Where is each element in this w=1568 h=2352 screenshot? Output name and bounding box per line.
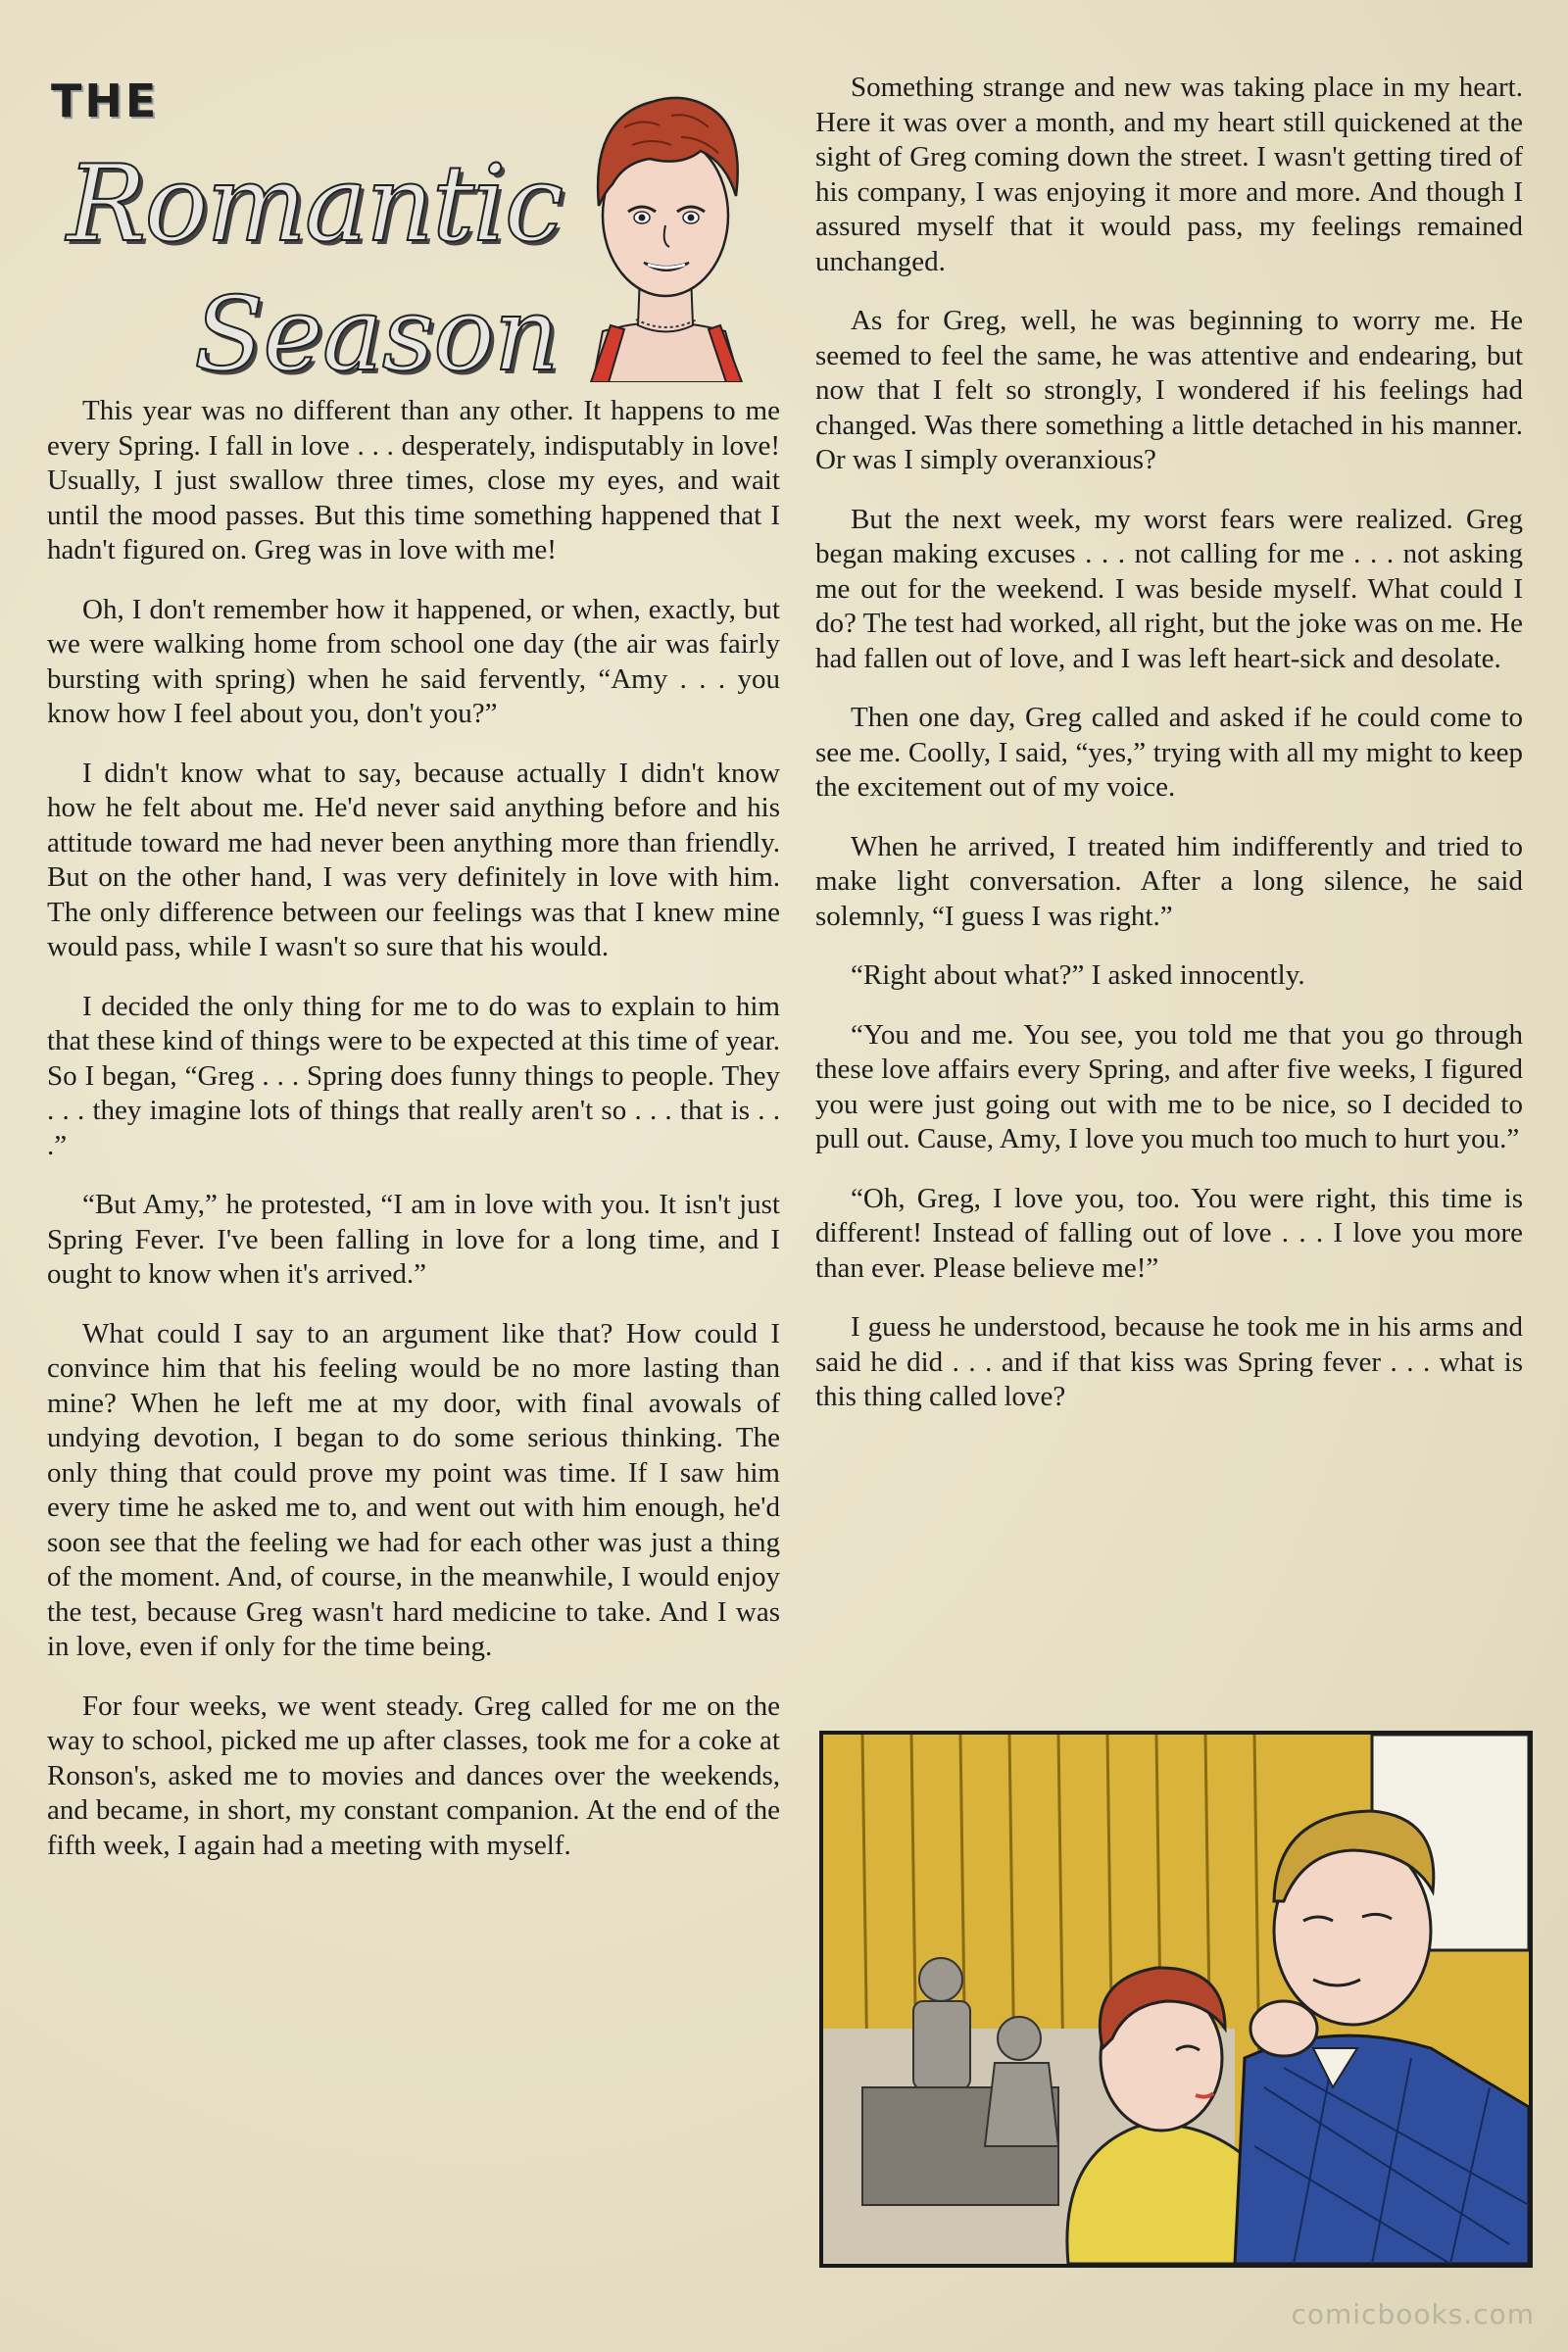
story-paragraph: I guess he understood, because he took me in his arms and said he did . . . and if that kiss was Spring fever . . . what is this thing called love? bbox=[815, 1311, 1523, 1412]
title-the: THE bbox=[51, 74, 160, 127]
story-paragraph: As for Greg, well, he was beginning to worry me. He seemed to feel the same, he was attentive and endearing, but now that I felt so strongly, I wondered if his feelings had changed. Was there something a little detached in his manner. Or was I simply overanxious? bbox=[815, 305, 1523, 475]
story-paragraph: This year was no different than any other. It happens to me every Spring. I fall in love . . . desperately, indisputably in love! Usually, I just swallow three times, close my eyes, and wait until the mood passes. But this time something happened that I hadn't figured on. Greg was in love with me! bbox=[47, 395, 780, 565]
watermark: comicbooks.com bbox=[1291, 2298, 1535, 2330]
story-paragraph: Then one day, Greg called and asked if he could come to see me. Coolly, I said, “yes,” trying with all my might to keep the excitement out of my voice. bbox=[815, 702, 1523, 803]
amy-portrait-illustration bbox=[534, 69, 789, 382]
story-paragraph: But the next week, my worst fears were realized. Greg began making excuses . . . not calling for me . . . not asking me out for the weekend. I was beside myself. What could I do? The test had worked, all right, but the joke was on me. He had fallen out of love, and I was left heart-sick and desolate. bbox=[815, 503, 1523, 674]
story-paragraph: For four weeks, we went steady. Greg called for me on the way to school, picked me up after classes, took me for a coke at Ronson's, asked me to movies and dances over the weekends, and became, in short, my constant companion. At the end of the fifth week, I again had a meeting with myself. bbox=[47, 1690, 780, 1861]
story-paragraph: I didn't know what to say, because actually I didn't know how he felt about me. He'd never said anything before and his attitude toward me had never been anything more than friendly. But on the other hand, I was very definitely in love with him. The only difference between our feelings was that I knew mine would pass, while I wasn't so sure that his would. bbox=[47, 757, 780, 962]
couple-dancing-panel bbox=[819, 1731, 1533, 2268]
left-text-column bbox=[47, 394, 780, 1887]
story-paragraph: “But Amy,” he protested, “I am in love with you. It isn't just Spring Fever. I've been falling in love for a long time, and I ought to know when it's arrived.” bbox=[47, 1189, 780, 1290]
story-paragraph: I decided the only thing for me to do was to explain to him that these kind of things were to be expected at this time of year. So I began, “Greg . . . Spring does funny things to people. They . . . they imagine lots of things that really aren't so . . . that is . . .” bbox=[47, 990, 780, 1161]
story-paragraph: “You and me. You see, you told me that you go through these love affairs every Spring, and after five weeks, I figured you were just going out with me to be nice, so I decided to pull out. Cause, Amy, I love you much too much to hurt you.” bbox=[815, 1018, 1523, 1154]
story-paragraph: What could I say to an argument like that? How could I convince him that his feeling would be no more lasting than mine? When he left me at my door, with final avowals of undying devotion, I began to do some serious thinking. The only thing that could prove my point was time. If I saw him every time he asked me to, and went out with him enough, he'd soon see that the feeling we had for each other was just a thing of the moment. And, of course, in the meanwhile, I would enjoy the test, because Greg wasn't hard medicine to take. And I was in love, even if only for the time being. bbox=[47, 1317, 780, 1662]
story-title bbox=[47, 69, 563, 394]
story-paragraph: Something strange and new was taking place in my heart. Here it was over a month, and my heart still quickened at the sight of Greg coming down the street. I wasn't getting tired of his company, I was enjoying it more and more. And though I assured myself that it would pass, my feelings remained unchanged. bbox=[815, 72, 1523, 277]
story-paragraph: When he arrived, I treated him indifferently and tried to make light conversation. After a long silence, he said solemnly, “I guess I was right.” bbox=[815, 830, 1523, 932]
title-romantic: Romantic bbox=[67, 143, 563, 266]
right-text-column bbox=[815, 71, 1523, 1440]
title-season: Season bbox=[194, 274, 559, 394]
story-paragraph: “Right about what?” I asked innocently. bbox=[851, 959, 1305, 991]
story-paragraph: “Oh, Greg, I love you, too. You were right, this time is different! Instead of falling out of love . . . I love you more than ever. Please believe me!” bbox=[815, 1182, 1523, 1284]
story-paragraph: Oh, I don't remember how it happened, or when, exactly, but we were walking home from school one day (the air was fairly bursting with spring) when he said fervently, “Amy . . . you know how I feel about you, don't you?” bbox=[47, 593, 780, 729]
